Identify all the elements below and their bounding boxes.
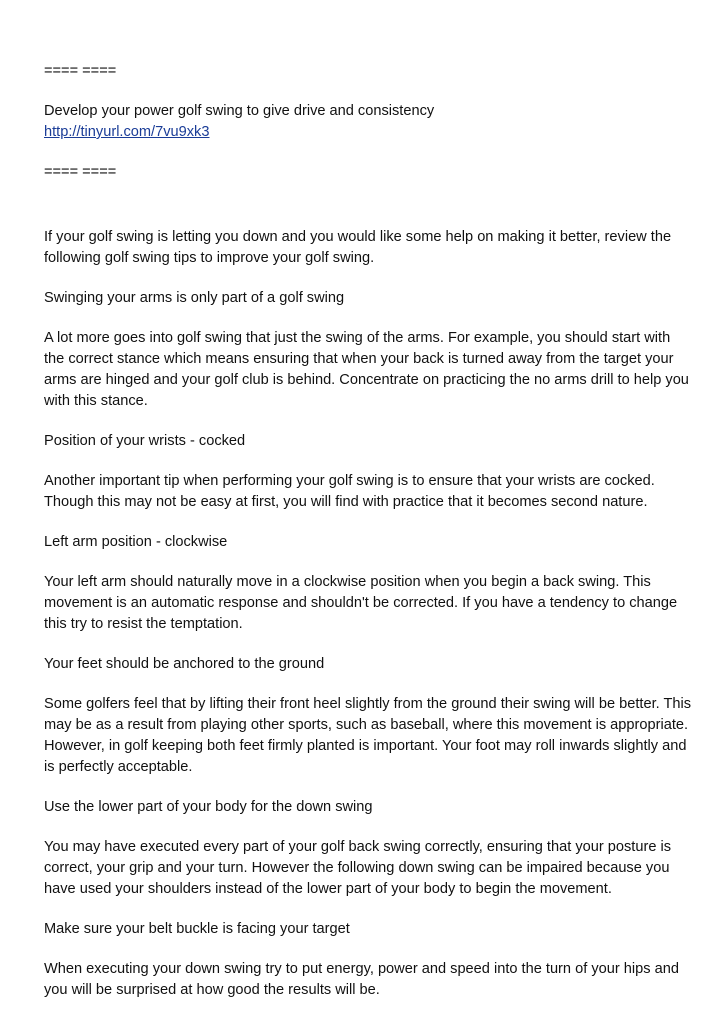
spacer [44, 82, 694, 101]
spacer [44, 183, 694, 227]
promo-text: Develop your power golf swing to give drive and consistency [44, 103, 435, 119]
section-paragraph: A lot more goes into golf swing that just the swing of the arms. For example, you should start with the correct stance which means ensuring that when your back is turned away from the target your arms are hinged and your golf club is behind. Concentrate on practicing the no arms drill to help you with this stance. [44, 330, 689, 409]
spacer [44, 143, 694, 162]
section-heading: Swinging your arms is only part of a golf swing [44, 290, 345, 306]
intro-paragraph: If your golf swing is letting you down and you would like some help on making it better, review the following golf swing tips to improve your golf swing. [44, 229, 672, 266]
section-heading: Left arm position - clockwise [44, 534, 228, 550]
section-paragraph: You may have executed every part of your golf back swing correctly, ensuring that your posture is correct, your grip and your turn. However the following down swing can be impaired because you have used your shoulders instead of the lower part of your body to begin the movement. [44, 839, 672, 897]
promo-link[interactable]: http://tinyurl.com/7vu9xk3 [44, 124, 210, 140]
section-heading: Make sure your belt buckle is facing your target [44, 921, 350, 937]
section-paragraph: Another important tip when performing your golf swing is to ensure that your wrists are cocked. Though this may not be easy at first, you will find with practice that it becomes second nature. [44, 473, 655, 510]
section-paragraph: Your left arm should naturally move in a clockwise position when you begin a back swing. This movement is an automatic response and shouldn't be corrected. If you have a tendency to change this try to resist the temptation. [44, 574, 678, 632]
document-body [44, 61, 694, 1020]
separator-top: ==== ==== [44, 63, 117, 79]
section-heading: Use the lower part of your body for the down swing [44, 799, 373, 815]
section-heading: Your feet should be anchored to the ground [44, 656, 325, 672]
section-paragraph: Some golfers feel that by lifting their front heel slightly from the ground their swing will be better. This may be as a result from playing other sports, such as baseball, where this movement is appropriate. However, in golf keeping both feet firmly planted is important. Your foot may roll inwards slightly and is perfectly acceptable. [44, 696, 692, 775]
section-paragraph: When executing your down swing try to put energy, power and speed into the turn of your hips and you will be surprised at how good the results will be. [44, 961, 679, 998]
separator-bottom: ==== ==== [44, 164, 117, 180]
section-heading: Position of your wrists - cocked [44, 433, 246, 449]
